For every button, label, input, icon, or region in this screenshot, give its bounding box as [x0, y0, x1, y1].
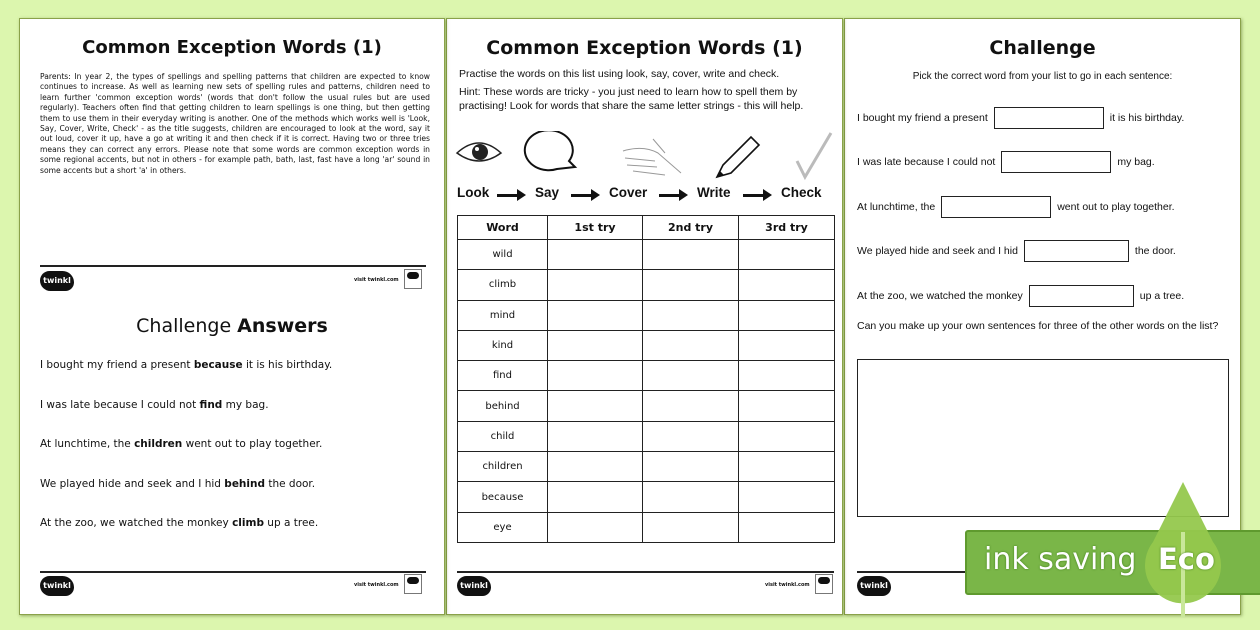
- word-cell: children: [458, 452, 548, 482]
- table-row: [458, 482, 835, 512]
- look-say-cover-page: [446, 18, 843, 615]
- spelling-table: [457, 215, 835, 543]
- try-cell[interactable]: [548, 421, 643, 451]
- word-cell: eye: [458, 512, 548, 542]
- answer-word: behind: [224, 478, 265, 490]
- footer-line: [40, 571, 426, 573]
- table-row: [458, 240, 835, 270]
- hint-text: Hint: These words are tricky - you just need to learn how to spell them by practising! Look for words that share the same letter strings - this will help.: [459, 86, 804, 112]
- step-write: Write: [697, 185, 731, 200]
- answers-title: Challenge Answers: [136, 315, 328, 337]
- answer-box-4[interactable]: [1024, 240, 1129, 262]
- challenge-subtitle: Pick the correct word from your list to go in each sentence:: [912, 71, 1173, 82]
- answer-sentence: I bought my friend a present because it is his birthday.: [40, 359, 333, 371]
- answer-sentence: We played hide and seek and I hid behind the door.: [40, 478, 316, 490]
- try-cell[interactable]: [548, 361, 643, 391]
- step-look: Look: [457, 185, 490, 200]
- sentence-2: I was late because I could not my bag.: [857, 151, 1155, 173]
- try-cell[interactable]: [643, 240, 739, 270]
- quality-badge-icon: [815, 574, 833, 594]
- try-cell[interactable]: [643, 391, 739, 421]
- try-cell[interactable]: [739, 240, 835, 270]
- step-say: Say: [535, 185, 560, 200]
- try-cell[interactable]: [739, 391, 835, 421]
- instruction-text: Practise the words on this list using look, say, cover, write and check.: [459, 68, 780, 80]
- own-sentences-question: Can you make up your own sentences for three of the other words on the list?: [857, 320, 1219, 332]
- answer-box-5[interactable]: [1029, 285, 1134, 307]
- eye-icon: [457, 143, 501, 161]
- try-cell[interactable]: [643, 421, 739, 451]
- word-cell: child: [458, 421, 548, 451]
- footer-line: [40, 265, 426, 267]
- try-cell[interactable]: [739, 482, 835, 512]
- answer-word: because: [193, 359, 243, 371]
- ink-saving-label: ink saving: [984, 542, 1137, 577]
- try-cell[interactable]: [739, 330, 835, 360]
- word-cell: wild: [458, 240, 548, 270]
- answer-word: climb: [232, 517, 264, 529]
- middle-title: Common Exception Words (1): [486, 37, 803, 59]
- speech-bubble-icon: [525, 131, 575, 170]
- answer-box-3[interactable]: [941, 196, 1051, 218]
- table-row: [458, 300, 835, 330]
- parents-note: Parents: In year 2, the types of spellings and spelling patterns that children are expected to know continues to increase. As well as learning new sets of spelling rules and patterns, children need to learn further 'common exception words' (words that don't follow the usual rules but are used regularly). Teachers often find that getting children to learn spellings is one thing, but then getting them to use them in their everyday writing is another. One of the methods which works well is 'Look, Say, Cover, Write, Check' - as the title suggests, children are encouraged to look at the word, say it out loud, cover it up, have a go at writing it and then check if it is correct. Having two or three tries means they can correct any errors. Please note that some words are common exception words in some regional accents, but not in others - for example path, bath, last, fast have a long 'ar' sound in some accents but a short 'a' in others.: [40, 72, 430, 175]
- sentence-4: We played hide and seek and I hid the door.: [857, 240, 1176, 262]
- try-cell[interactable]: [643, 330, 739, 360]
- table-row: [458, 391, 835, 421]
- footer-line: [457, 571, 834, 573]
- table-row: [458, 361, 835, 391]
- try-cell[interactable]: [643, 512, 739, 542]
- word-cell: mind: [458, 300, 548, 330]
- parents-notes-page: [19, 18, 445, 615]
- twinkl-logo: twinkl: [457, 576, 491, 596]
- word-cell: because: [458, 482, 548, 512]
- table-row: [458, 330, 835, 360]
- table-row: [458, 270, 835, 300]
- quality-badge-icon: [404, 574, 422, 594]
- step-cover: Cover: [609, 185, 648, 200]
- left-title: Common Exception Words (1): [82, 37, 382, 58]
- answer-box-2[interactable]: [1001, 151, 1111, 173]
- answer-word: children: [134, 438, 183, 450]
- challenge-title: Challenge: [989, 37, 1096, 59]
- hand-icon: [623, 139, 681, 175]
- step-icons: [453, 131, 843, 181]
- try-cell[interactable]: [548, 452, 643, 482]
- try-cell[interactable]: [548, 300, 643, 330]
- word-cell: behind: [458, 391, 548, 421]
- col-3rd-try: 3rd try: [739, 216, 835, 240]
- col-word: Word: [458, 216, 548, 240]
- table-row: [458, 512, 835, 542]
- table-row: [458, 452, 835, 482]
- eco-label: Eco: [1158, 542, 1215, 576]
- table-header-row: [458, 216, 835, 240]
- try-cell[interactable]: [739, 421, 835, 451]
- quality-badge-icon: [404, 269, 422, 289]
- try-cell[interactable]: [548, 512, 643, 542]
- sentence-5: At the zoo, we watched the monkey up a tree.: [857, 285, 1184, 307]
- answer-sentence: At lunchtime, the children went out to play together.: [40, 438, 323, 450]
- try-cell[interactable]: [548, 270, 643, 300]
- step-check: Check: [781, 185, 822, 200]
- answer-sentence: At the zoo, we watched the monkey climb up a tree.: [40, 517, 319, 529]
- twinkl-logo: twinkl: [40, 271, 74, 291]
- col-1st-try: 1st try: [548, 216, 643, 240]
- try-cell[interactable]: [643, 300, 739, 330]
- try-cell[interactable]: [548, 391, 643, 421]
- arrow-icon: [743, 194, 765, 197]
- try-cell[interactable]: [643, 452, 739, 482]
- sentence-3: At lunchtime, the went out to play together.: [857, 196, 1175, 218]
- try-cell[interactable]: [643, 270, 739, 300]
- word-cell: find: [458, 361, 548, 391]
- tick-icon: [797, 133, 831, 177]
- try-cell[interactable]: [643, 361, 739, 391]
- arrow-icon: [659, 194, 681, 197]
- twinkl-logo: twinkl: [857, 576, 891, 596]
- word-cell: kind: [458, 330, 548, 360]
- try-cell[interactable]: [739, 452, 835, 482]
- try-cell[interactable]: [739, 270, 835, 300]
- try-cell[interactable]: [548, 482, 643, 512]
- answer-word: find: [199, 399, 223, 411]
- sentence-1: I bought my friend a present it is his birthday.: [857, 107, 1184, 129]
- twinkl-logo: twinkl: [40, 576, 74, 596]
- try-cell[interactable]: [739, 512, 835, 542]
- table-row: [458, 421, 835, 451]
- try-cell[interactable]: [643, 482, 739, 512]
- visit-link: visit twinkl.com: [354, 277, 399, 283]
- visit-link: visit twinkl.com: [354, 582, 399, 588]
- answer-sentence: I was late because I could not find my bag.: [40, 399, 269, 411]
- pencil-icon: [717, 137, 759, 177]
- try-cell[interactable]: [548, 330, 643, 360]
- try-cell[interactable]: [739, 361, 835, 391]
- answer-box-1[interactable]: [994, 107, 1104, 129]
- arrow-icon: [497, 194, 519, 197]
- try-cell[interactable]: [548, 240, 643, 270]
- col-2nd-try: 2nd try: [643, 216, 739, 240]
- try-cell[interactable]: [739, 300, 835, 330]
- arrow-icon: [571, 194, 593, 197]
- visit-link: visit twinkl.com: [765, 582, 810, 588]
- word-cell: climb: [458, 270, 548, 300]
